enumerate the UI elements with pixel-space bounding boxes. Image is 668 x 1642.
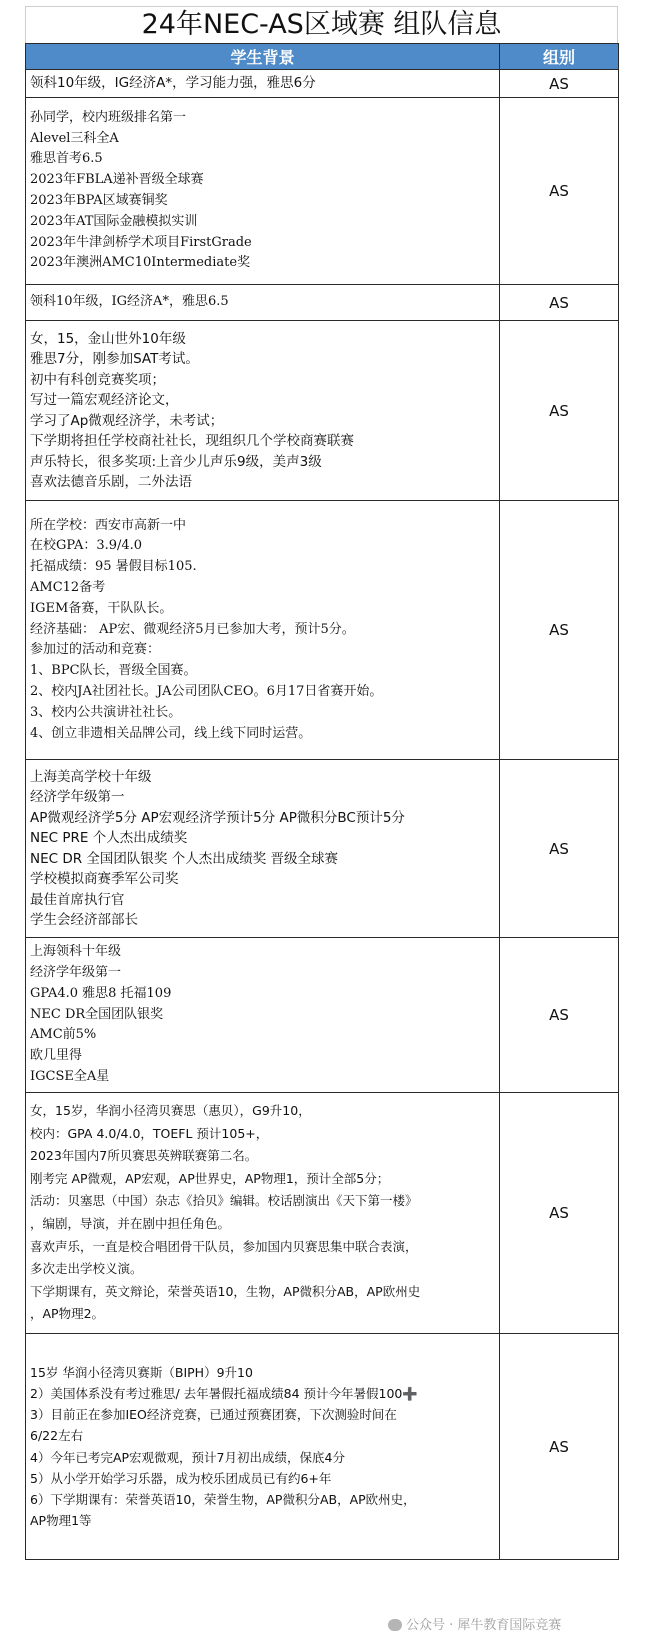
student-background-cell xyxy=(26,501,500,760)
background-line: GPA4.0 雅思8 托福109 xyxy=(30,985,172,1001)
background-line: NEC PRE 个人杰出成绩奖 xyxy=(30,830,188,846)
table-body xyxy=(26,70,619,1560)
background-line: 孙同学，校内班级排名第一 xyxy=(30,109,187,125)
background-line: 初中有科创竞赛奖项； xyxy=(30,371,165,388)
table-row xyxy=(26,760,619,938)
background-line: 上海领科十年级 xyxy=(30,944,122,960)
background-line: NEC DR全国团队银奖 xyxy=(30,1006,164,1022)
background-line: 2023年牛津剑桥学术项目FirstGrade xyxy=(30,234,252,250)
group-cell: AS xyxy=(500,321,619,501)
table-row xyxy=(26,285,619,321)
background-line: 6/22左右 xyxy=(30,1428,84,1444)
group-cell: AS xyxy=(500,98,619,285)
background-line: 下学期课有，英文辩论，荣誉英语10，生物，AP微积分AB，AP欧州史 xyxy=(30,1283,421,1299)
team-info-sheet xyxy=(25,6,618,1560)
student-background-cell xyxy=(26,321,500,501)
background-line: 领科10年级，IG经济A*，学习能力强，雅思6分 xyxy=(30,75,316,92)
background-line: 下学期将担任学校商社社长，现组织几个学校商赛联赛 xyxy=(30,433,354,449)
group-cell: AS xyxy=(500,285,619,321)
student-background-cell xyxy=(26,938,500,1093)
background-line: 2023年BPA区域赛铜奖 xyxy=(30,193,168,208)
wechat-icon xyxy=(388,1619,402,1631)
background-line: 经济学年级第一 xyxy=(30,789,125,805)
background-line: 经济基础： AP宏、微观经济5月已参加大考，预计5分。 xyxy=(30,621,355,637)
background-line: 2023年澳洲AMC10Intermediate奖 xyxy=(30,255,251,271)
background-line: 经济学年级第一 xyxy=(30,965,122,980)
group-cell: AS xyxy=(500,938,619,1093)
table-row xyxy=(26,70,619,98)
header-group: 组别 xyxy=(500,44,619,70)
background-line: 2023年AT国际金融模拟实训 xyxy=(30,213,198,229)
background-line: 女，15岁，华润小径湾贝赛思（惠贝），G9升10， xyxy=(30,1103,311,1119)
page-title: 24年NEC-AS区域赛 组队信息 xyxy=(25,6,618,43)
background-line: Alevel三科全A xyxy=(30,130,119,146)
student-background-cell xyxy=(26,70,500,98)
background-line: 女，15，金山世外10年级 xyxy=(30,330,186,347)
background-line: AMC12备考 xyxy=(30,580,106,595)
group-cell: AS xyxy=(500,760,619,938)
background-line: 上海美高学校十年级 xyxy=(30,768,152,785)
background-line: 喜欢法德音乐剧，二外法语 xyxy=(30,474,192,490)
background-line: 最佳首席执行官 xyxy=(30,891,125,908)
background-line: 15岁 华润小径湾贝赛斯（BIPH）9升10 xyxy=(30,1364,253,1380)
background-line: 3）目前正在参加IEO经济竞赛，已通过预赛团赛，下次测验时间在 xyxy=(30,1407,397,1423)
background-line: 雅思首考6.5 xyxy=(30,151,103,167)
background-line: 托福成绩：95 暑假目标105. xyxy=(30,559,197,575)
table-row xyxy=(26,321,619,501)
background-line: 在校GPA：3.9/4.0 xyxy=(30,538,143,554)
background-line: 雅思7分，刚参加SAT考试。 xyxy=(30,351,199,367)
background-line: 写过一篇宏观经济论文， xyxy=(30,392,179,408)
student-background-cell xyxy=(26,1334,500,1560)
background-line: IGEM备赛，干队队长。 xyxy=(30,600,173,616)
background-line: 学习了Ap微观经济学，未考试； xyxy=(30,412,224,429)
background-line: 2023年国内7所贝赛思英辨联赛第二名。 xyxy=(30,1148,258,1164)
group-cell: AS xyxy=(500,501,619,760)
background-line: 4）今年已考完AP宏观微观，预计7月初出成绩，保底4分 xyxy=(30,1449,345,1465)
header-background: 学生背景 xyxy=(26,44,500,70)
background-line: 5）从小学开始学习乐器，成为校乐团成员已有约6+年 xyxy=(30,1470,332,1486)
background-line: AP物理1等 xyxy=(30,1513,92,1529)
background-line: 多次走出学校义演。 xyxy=(30,1261,143,1277)
background-line: ，AP物理2。 xyxy=(30,1306,105,1322)
background-line: 学生会经济部部长 xyxy=(30,912,138,928)
group-cell: AS xyxy=(500,1093,619,1334)
background-line: 6）下学期课有：荣誉英语10，荣誉生物，AP微积分AB，AP欧州史， xyxy=(30,1491,416,1507)
student-background-cell xyxy=(26,760,500,938)
background-line: NEC DR 全国团队银奖 个人杰出成绩奖 晋级全球赛 xyxy=(30,850,338,867)
group-cell: AS xyxy=(500,1334,619,1560)
background-line: 1、BPC队长，晋级全国赛。 xyxy=(30,663,197,679)
background-line: 刚考完 AP微观，AP宏观，AP世界史，AP物理1，预计全部5分； xyxy=(30,1170,390,1186)
background-line: 喜欢声乐，一直是校合唱团骨干队员，参加国内贝赛思集中联合表演， xyxy=(30,1238,418,1254)
background-line: 3、校内公共演讲社社长。 xyxy=(30,704,182,720)
student-background-cell xyxy=(26,285,500,321)
student-background-cell xyxy=(26,1093,500,1334)
table-row xyxy=(26,1334,619,1560)
table-row xyxy=(26,501,619,760)
background-line: 校内：GPA 4.0/4.0，TOEFL 预计105+， xyxy=(30,1125,269,1141)
background-line: 2）美国体系没有考过雅思/ 去年暑假托福成绩84 预计今年暑假100➕ xyxy=(30,1385,418,1401)
background-line: ，编剧，导演，并在剧中担任角色。 xyxy=(30,1216,231,1231)
background-line: AMC前5% xyxy=(30,1027,97,1043)
watermark xyxy=(388,1614,561,1633)
background-line: AP微观经济学5分 AP宏观经济学预计5分 AP微积分BC预计5分 xyxy=(30,809,405,826)
table-row xyxy=(26,938,619,1093)
background-line: 欧几里得 xyxy=(30,1048,83,1064)
background-line: 参加过的活动和竞赛： xyxy=(30,642,161,658)
background-line: IGCSE全A星 xyxy=(30,1068,110,1084)
team-table xyxy=(25,43,619,1560)
watermark-text: 公众号 · 犀牛教育国际竞赛 xyxy=(406,1618,562,1633)
background-line: 活动：贝塞思（中国）杂志《拾贝》编辑。校话剧演出《天下第一楼》 xyxy=(30,1193,418,1209)
background-line: 学校模拟商赛季军公司奖 xyxy=(30,871,179,887)
header-row xyxy=(26,44,619,70)
background-line: 声乐特长，很多奖项:上音少儿声乐9级，美声3级 xyxy=(30,453,322,470)
background-line: 2023年FBLA递补晋级全球赛 xyxy=(30,172,204,188)
background-line: 领科10年级，IG经济A*，雅思6.5 xyxy=(30,294,229,310)
background-line: 所在学校：西安市高新一中 xyxy=(30,517,187,533)
table-row xyxy=(26,98,619,285)
table-row xyxy=(26,1093,619,1334)
background-line: 4、创立非遗相关品牌公司，线上线下同时运营。 xyxy=(30,725,312,741)
student-background-cell xyxy=(26,98,500,285)
group-cell: AS xyxy=(500,70,619,98)
background-line: 2、校内JA社团社长。JA公司团队CEO。6月17日省赛开始。 xyxy=(30,683,383,699)
